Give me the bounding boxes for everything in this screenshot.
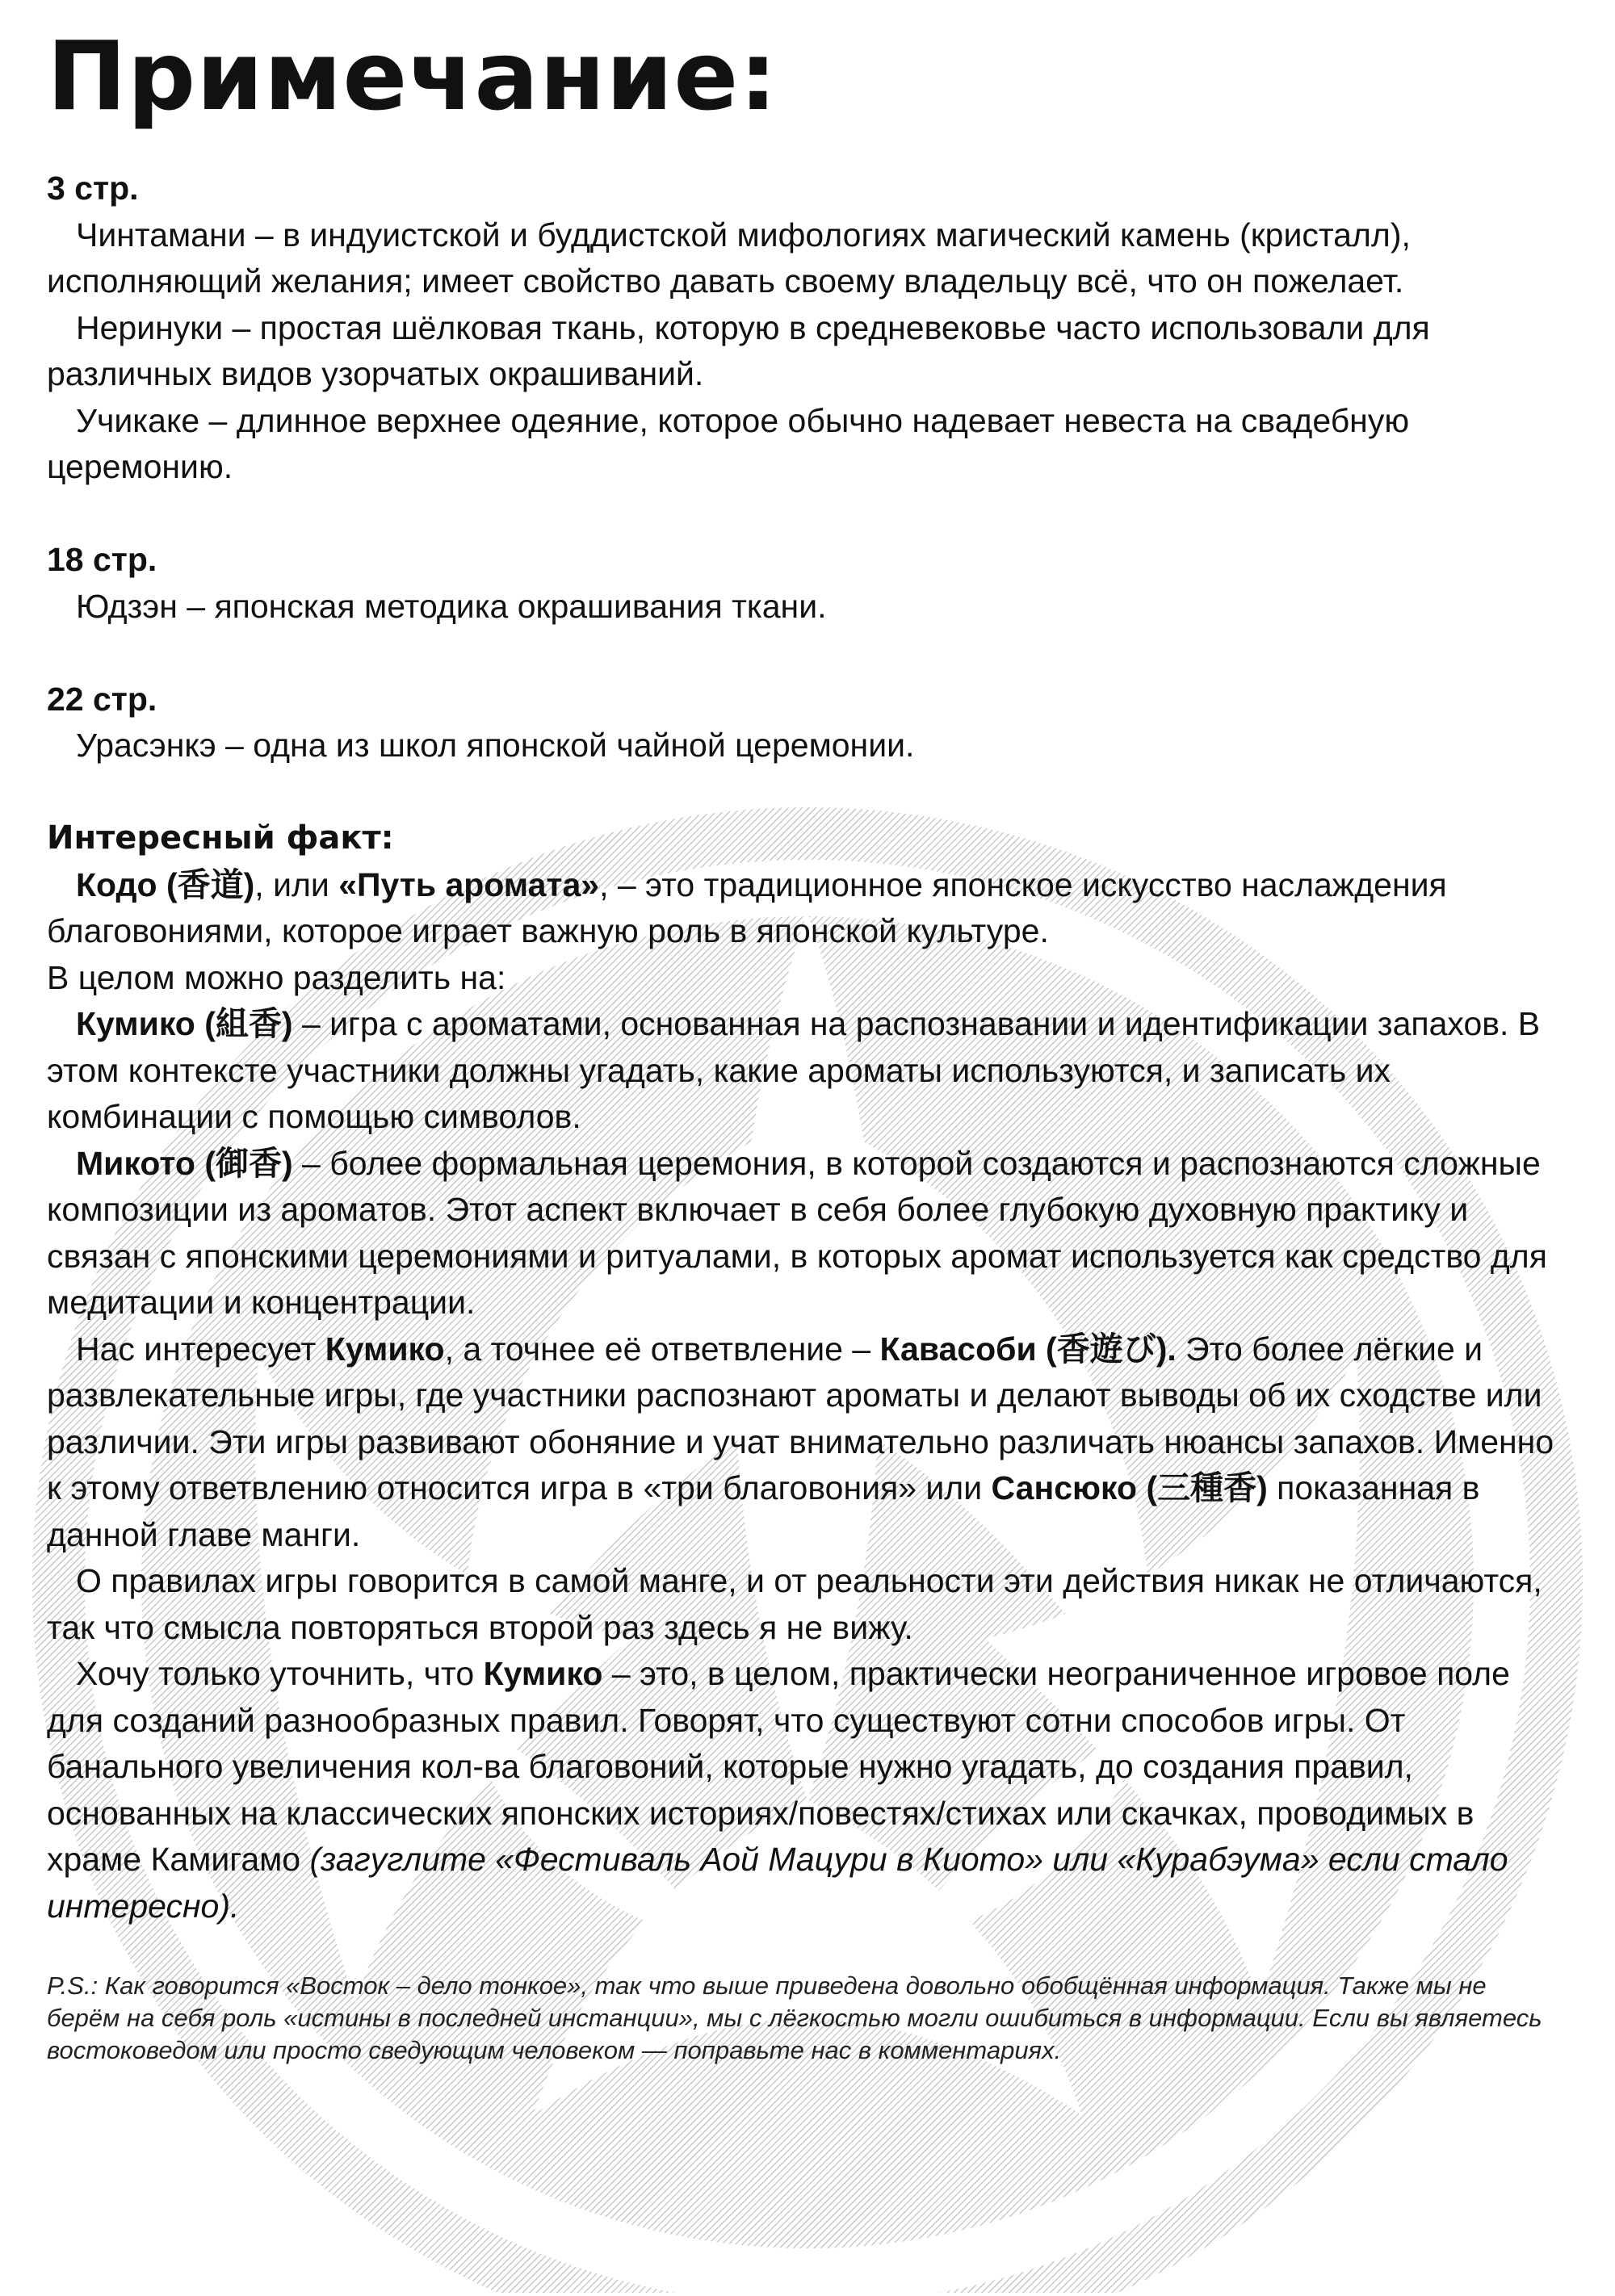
section-label: 22 стр.: [47, 680, 157, 718]
section-page-22: [47, 677, 1565, 769]
section-page-18: [47, 537, 1565, 630]
fact-paragraph: Хочу только уточнить, что Кумико – это, в целом, практически неограниченное игровое поле для созданий разнообразных правил. Говорят, что существуют сотни способов игры. От банального увеличения кол-ва благовоний, которые нужно угадать, до создания правил, основанных на классических японских историях/повестях/стихах или скачках, проводимых в храме Камигамо (загуглите «Фестиваль Аой Мацури в Киото» или «Курабэума» если стало интересно).: [47, 1655, 1510, 1925]
spacer: [47, 630, 1565, 677]
interesting-fact-section: [47, 815, 1565, 1929]
notes-content: [47, 165, 1565, 2067]
fact-paragraph: Кодо (香道), или «Путь аромата», – это традиционное японское искусство наслаждения благовониями, которое играет важную роль в японской культуре.: [47, 865, 1447, 949]
note-paragraph: Юдзэн – японская методика окрашивания ткани.: [76, 587, 827, 625]
fact-heading: Интересный факт:: [47, 819, 394, 857]
fact-paragraph: В целом можно разделить на:: [47, 958, 506, 996]
spacer: [47, 491, 1565, 538]
fact-paragraph: Микото (御香) – более формальная церемония, в которой создаются и распознаются сложные композиции из ароматов. Этот аспект включает в себя более глубокую духовную практику и связан с японскими церемониями и ритуалами, в которых аромат используется как средство для медитации и концентрации.: [47, 1144, 1547, 1321]
note-paragraph: Урасэнкэ – одна из школ японской чайной церемонии.: [76, 727, 915, 764]
postscript-note: P.S.: Как говорится «Восток – дело тонкое», так что выше приведена довольно обобщённая информация. Также мы не берём на себя роль «истины в последней инстанции», мы с лёгкостью могли ошибиться в информации. Если вы являетесь востоковедом или просто сведующим человеком — поправьте нас в комментариях.: [47, 1971, 1542, 2064]
section-label: 3 стр.: [47, 170, 139, 207]
fact-paragraph: О правилах игры говорится в самой манге, и от реальности эти действия никак не отличаются, так что смысла повторяться второй раз здесь я не вижу.: [47, 1562, 1542, 1646]
page-title: Примечание:: [47, 20, 778, 132]
spacer: [47, 769, 1565, 816]
fact-paragraph: Кумико (組香) – игра с ароматами, основанная на распознавании и идентификации запахов. В этом контексте участники должны угадать, какие ароматы используются, и записать их комбинации с помощью символов.: [47, 1005, 1541, 1135]
note-paragraph: Неринуки – простая шёлковая ткань, которую в средневековье часто использовали для различных видов узорчатых окрашиваний.: [47, 308, 1430, 392]
note-paragraph: Учикаке – длинное верхнее одеяние, которое обычно надевает невеста на свадебную церемонию.: [47, 401, 1410, 485]
note-paragraph: Чинтамани – в индуистской и буддистской мифологиях магический камень (кристалл), исполняющий желания; имеет свойство давать своему владельцу всё, что он пожелает.: [47, 216, 1411, 300]
section-page-3: [47, 165, 1565, 491]
section-label: 18 стр.: [47, 541, 157, 578]
fact-paragraph: Нас интересует Кумико, а точнее её ответвление – Кавасоби (香遊び). Это более лёгкие и развлекательные игры, где участники распознают ароматы и делают выводы об их сходстве или различии. Эти игры развивают обоняние и учат внимательно различать нюансы запахов. Именно к этому ответвлению относится игра в «три благовония» или Сансюко (三種香) показанная в данной главе манги.: [47, 1330, 1554, 1553]
